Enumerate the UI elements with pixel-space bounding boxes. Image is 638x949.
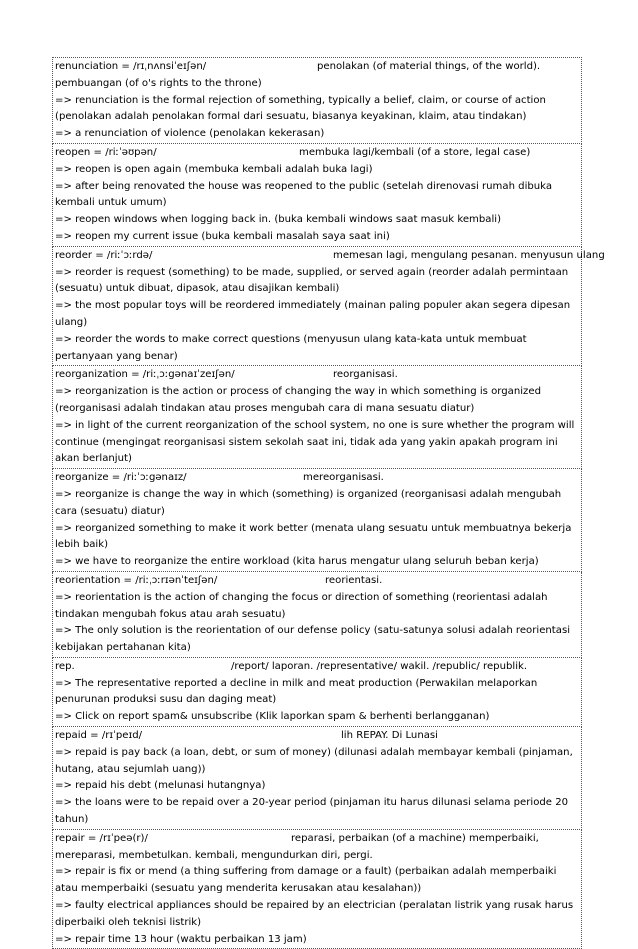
entry-headline xyxy=(55,367,579,384)
entry-headline xyxy=(55,248,605,265)
entry-meaning: lih REPAY. Di Lunasi xyxy=(341,730,438,742)
entry-line: => reopen windows when logging back in. (buka kembali windows saat masuk kembali) xyxy=(55,214,502,226)
entry-line: => The representative reported a decline in milk and meat production (Perwakilan melaporkan penurunan produksi susu dan daging meat) xyxy=(55,677,538,706)
entry-line: => renunciation is the formal rejection of something, typically a belief, claim, or course of action (penolakan adalah penolakan formal dari sesuatu, biasanya keyakinan, klaim, atau tindakan) xyxy=(55,94,546,123)
entry-word: renunciation = /rɪˌnʌnsiˈeɪʃən/ xyxy=(55,61,207,72)
entry-line: => reopen my current issue (buka kembali masalah saya saat ini) xyxy=(55,230,390,242)
entry-line: => reorganize is change the way in which (something) is organized (reorganisasi adalah mengubah cara (sesuatu) diatur) xyxy=(55,488,562,517)
entry-meaning: mereorganisasi. xyxy=(303,472,384,484)
entry-line: => reorganization is the action or process of changing the way in which something is organized (reorganisasi adalah tindakan atau proses mengubah cara di mana sesuatu diatur) xyxy=(55,386,541,414)
entry-line: => Click on report spam& unsubscribe (Klik laporkan spam & berhenti berlangganan) xyxy=(55,711,490,723)
entry-word: reorientation = /riːˌɔːrɪənˈteɪʃən/ xyxy=(55,574,218,586)
entry-line: => we have to reorganize the entire workload (kita harus mengatur ulang seluruh beban kerja) xyxy=(55,556,539,568)
entry-meaning: reorientasi. xyxy=(325,574,383,586)
entry-line: => faulty electrical appliances should be repaired by an electrician (peralatan listrik yang rusak harus diperbaiki oleh teknisi listrik) xyxy=(55,900,574,928)
dictionary-entry xyxy=(52,658,582,727)
entry-meaning: memesan lagi, mengulang pesanan. menyusun ulang xyxy=(333,249,605,261)
entry-word: repair = /rɪˈpeə(r)/ xyxy=(55,832,148,844)
entry-line: => repaid his debt (melunasi hutangnya) xyxy=(55,780,266,792)
entry-line: => reorganized something to make it work better (menata ulang sesuatu untuk membuatnya bekerja lebih baik) xyxy=(55,522,572,551)
entry-meaning: membuka lagi/kembali (of a store, legal case) xyxy=(299,146,531,158)
entry-meaning: reorganisasi. xyxy=(333,369,398,381)
entry-headline xyxy=(55,728,579,745)
entry-headline xyxy=(55,470,579,487)
entry-line: pembuangan (of o's rights to the throne) xyxy=(55,77,262,89)
entry-line: => repaid is pay back (a loan, debt, or sum of money) (dilunasi adalah membayar kembali (pinjaman, hutang, atau sejumlah uang)) xyxy=(55,746,573,775)
entry-headline xyxy=(55,659,579,676)
dictionary-sheet xyxy=(52,57,605,949)
entry-meaning: penolakan (of material things, of the world). xyxy=(317,61,541,72)
entry-line: => The only solution is the reorientation of our defense policy (satu-satunya solusi adalah reorientasi kebijakan pertahanan kita) xyxy=(55,625,571,654)
entry-line: => reorder is request (something) to be made, supplied, or served again (reorder adalah permintaan (sesuatu) untuk dibuat, dipasok, atau disajikan kembali) xyxy=(55,266,569,295)
entry-headline xyxy=(55,59,579,76)
entry-meaning: reparasi, perbaikan (of a machine) memperbaiki, xyxy=(291,832,539,844)
dictionary-entry xyxy=(52,144,582,247)
entry-word: reorganize = /riːˈɔːgənaɪz/ xyxy=(55,472,187,484)
entry-word: reorganization = /riːˌɔːgənaɪˈzeɪʃən/ xyxy=(55,369,235,381)
dictionary-entry xyxy=(52,727,582,830)
entry-word: rep. xyxy=(55,660,75,672)
entry-headline xyxy=(55,573,579,590)
entry-line: => repair is fix or mend (a thing suffering from damage or a fault) (perbaikan adalah memperbaiki atau memperbaiki (sesuatu yang menderita kerusakan atau kesalahan)) xyxy=(55,866,557,895)
dictionary-entry xyxy=(52,366,582,469)
entry-line: => reorientation is the action of changing the focus or direction of something (reorientasi adalah tindakan mengubah fokus atau arah sesuatu) xyxy=(55,591,548,620)
entry-line: => the most popular toys will be reordered immediately (mainan paling populer akan segera dipesan ulang) xyxy=(55,300,571,328)
entry-line: => after being renovated the house was reopened to the public (setelah direnovasi rumah dibuka kembali untuk umum) xyxy=(55,180,553,209)
entry-line: => in light of the current reorganization of the school system, no one is sure whether the program will continue (mengingat reorganisasi sistem sekolah saat ini, tidak ada yang yakin apakah program ini akan berlanjut) xyxy=(55,419,575,465)
dictionary-entry xyxy=(52,830,582,949)
dictionary-entry xyxy=(52,469,582,572)
entry-line: => a renunciation of violence (penolakan kekerasan) xyxy=(55,128,325,140)
entry-line: => reorder the words to make correct questions (menyusun ulang kata-kata untuk membuat pertanyaan yang benar) xyxy=(55,333,527,362)
entry-word: reopen = /riːˈəʊpən/ xyxy=(55,146,157,158)
entry-word: reorder = /riːˈɔːrdə/ xyxy=(55,249,153,261)
dictionary-entry xyxy=(52,57,582,144)
entry-meaning: /report/ laporan. /representative/ wakil. /republic/ republik. xyxy=(231,660,528,672)
dictionary-entry xyxy=(52,247,605,367)
entry-line: => repair time 13 hour (waktu perbaikan 13 jam) xyxy=(55,933,307,945)
entry-headline xyxy=(55,831,579,848)
entry-line: => the loans were to be repaid over a 20-year period (pinjaman itu harus dilunasi selama periode 20 tahun) xyxy=(55,797,569,826)
dictionary-entry xyxy=(52,572,582,658)
entry-line: => reopen is open again (membuka kembali adalah buka lagi) xyxy=(55,163,373,175)
entry-line: mereparasi, membetulkan. kembali, mengundurkan diri, pergi. xyxy=(55,849,373,861)
entry-word: repaid = /rɪˈpeɪd/ xyxy=(55,730,143,742)
entry-headline xyxy=(55,145,579,162)
